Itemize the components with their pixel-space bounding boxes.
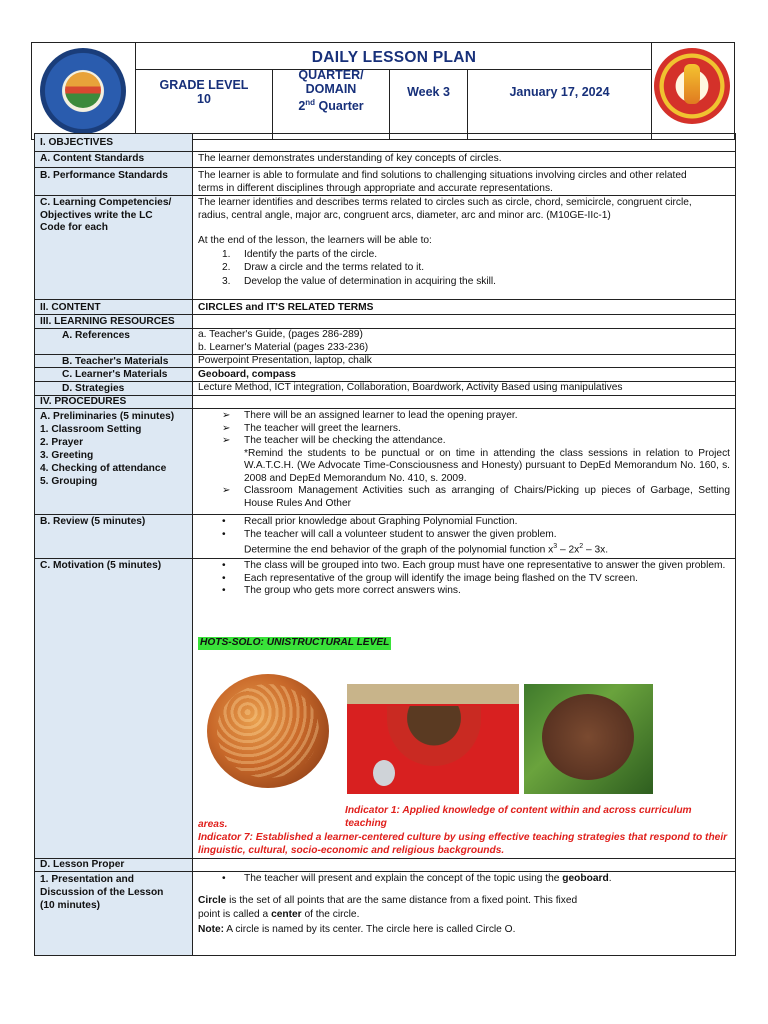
- list-text: The teacher will present and explain the concept of the topic using the: [244, 873, 563, 884]
- term-circle: Circle: [198, 894, 227, 906]
- definition-text: is the set of all points that are the same distance from a fixed point. This fixed: [226, 894, 578, 906]
- reference-line: b. Learner's Material (pages 233-236): [198, 341, 369, 353]
- performance-standards-label: B. Performance Standards: [40, 170, 168, 181]
- exponent: 3: [553, 543, 558, 550]
- circle-definition: [198, 894, 730, 922]
- list-item: [198, 560, 730, 573]
- indicator-7: Indicator 7: Established a learner-centered culture by using effective teaching strategies that respond to their linguistic, cultural, socio-economic and religious backgrounds.: [198, 832, 728, 856]
- dot-bullet-icon: •: [222, 572, 226, 584]
- list-item: [198, 485, 730, 510]
- preliminaries-list: [198, 410, 730, 510]
- quarter-cell: [273, 68, 389, 114]
- presentation-label-line: 1. Presentation and: [40, 874, 134, 885]
- list-item: [198, 276, 730, 289]
- list-text: Recall prior knowledge about Graphing Polynomial Function.: [244, 516, 518, 527]
- problem-text: – 3x.: [583, 544, 609, 556]
- preliminaries-label-line: 2. Prayer: [40, 437, 84, 448]
- learner-materials-label: C. Learner's Materials: [62, 369, 168, 380]
- note-label: Note:: [198, 923, 225, 935]
- arrow-bullet-icon: ➢: [222, 422, 231, 434]
- performance-standards-line: terms in different disciplines through appropriate and accurate representations.: [198, 182, 553, 194]
- date-cell: January 17, 2024: [509, 85, 610, 99]
- presentation-label-line: Discussion of the Lesson: [40, 887, 164, 898]
- performance-standards-line: The learner is able to formulate and find solutions to challenging situations involving circles and other related: [198, 170, 687, 181]
- list-item: [198, 516, 730, 529]
- list-text: The group who gets more correct answers wins.: [244, 585, 461, 596]
- strategies-label: D. Strategies: [62, 383, 125, 394]
- circle-note: [198, 922, 730, 937]
- list-item: [198, 873, 730, 886]
- list-item: [198, 249, 730, 262]
- preliminaries-label-line: A. Preliminaries (5 minutes): [40, 411, 175, 422]
- dot-bullet-icon: •: [222, 528, 226, 540]
- lesson-goals-list: [198, 249, 730, 289]
- indicator-1-line: Indicator 1: Applied knowledge of content within and across curriculum teaching: [345, 805, 692, 829]
- preliminaries-label-line: 5. Grouping: [40, 476, 98, 487]
- arrow-bullet-icon: ➢: [222, 485, 231, 496]
- competencies-label: [40, 197, 190, 235]
- punctuality-reminder: *Remind the students to be punctual or on time in attending the class sessions in relation to Project W.A.T.C.H. (We Advocate Time-Consciousness and Honesty) pursuant to DepEd Memorandum No. 160, s. 2008 and DepEd Memorandum No. 410, s. 2009.: [244, 447, 730, 484]
- teacher-materials-text: Powerpoint Presentation, laptop, chalk: [198, 355, 372, 366]
- geoboard-term: geoboard: [562, 873, 609, 884]
- content-standards-label: A. Content Standards: [40, 153, 145, 164]
- domain-label: DOMAIN: [305, 82, 357, 97]
- list-item: [198, 435, 730, 448]
- dot-bullet-icon: •: [222, 560, 226, 571]
- presentation-label-line: (10 minutes): [40, 900, 101, 911]
- list-text: Develop the value of determination in acquiring the skill.: [244, 275, 497, 287]
- arrow-bullet-icon: ➢: [222, 435, 231, 446]
- list-number: 1.: [222, 248, 231, 260]
- grade-level-cell: [136, 69, 272, 115]
- motivation-list: [198, 560, 730, 598]
- learner-materials-text: Geoboard, compass: [198, 369, 296, 380]
- quarter-word: Quarter: [315, 99, 364, 114]
- problem-text: – 2x: [557, 544, 580, 556]
- problem-text: Determine the end behavior of the graph of the polynomial function x: [244, 544, 554, 556]
- school-seal-logo: [654, 48, 730, 124]
- week-cell: Week 3: [407, 85, 450, 99]
- competencies-label-line: Objectives write the LC: [40, 209, 153, 221]
- preliminaries-label-line: 1. Classroom Setting: [40, 424, 142, 435]
- lesson-proper-label: D. Lesson Proper: [40, 859, 125, 870]
- objectives-heading: I. OBJECTIVES: [40, 137, 114, 148]
- dot-bullet-icon: •: [222, 585, 226, 596]
- list-text: Identify the parts of the circle.: [244, 248, 378, 260]
- list-text: There will be an assigned learner to lead the opening prayer.: [244, 410, 518, 421]
- page-title: DAILY LESSON PLAN: [311, 49, 477, 66]
- deped-division-seal-logo: [40, 48, 126, 134]
- lesson-plan-header: [31, 42, 735, 140]
- performance-standards-text: [198, 170, 730, 195]
- strategies-text: Lecture Method, ICT integration, Collaboration, Boardwork, Activity Based using manipulatives: [198, 382, 623, 393]
- references-label: A. References: [62, 330, 130, 341]
- list-text: The teacher will greet the learners.: [244, 422, 401, 434]
- lesson-plan-table: [34, 133, 736, 956]
- list-text: Draw a circle and the terms related to it.: [244, 262, 425, 273]
- chocolate-dessert-bowl-image: [347, 684, 519, 794]
- motivation-label: C. Motivation (5 minutes): [40, 560, 162, 571]
- quarter-suffix: nd: [305, 98, 316, 108]
- presentation-label: [40, 873, 190, 912]
- competencies-label-line: C. Learning Competencies/: [40, 197, 172, 208]
- preliminaries-label-line: 3. Greeting: [40, 450, 94, 461]
- hots-tag-row: [198, 637, 730, 650]
- competencies-label-line: Code for each: [40, 222, 108, 233]
- procedures-label: IV. PROCEDURES: [40, 396, 127, 407]
- exponent: 2: [579, 543, 584, 550]
- list-number: 2.: [222, 262, 231, 273]
- arrow-bullet-icon: ➢: [222, 410, 231, 421]
- list-item: [198, 529, 730, 542]
- quarter-number: 2: [298, 99, 306, 114]
- list-text: The teacher will be checking the attendance.: [244, 435, 446, 446]
- teacher-materials-label: B. Teacher's Materials: [62, 356, 169, 367]
- competencies-text: [198, 197, 730, 288]
- hots-badge: HOTS-SOLO: UNISTRUCTURAL LEVEL: [200, 637, 390, 648]
- review-list: [198, 516, 730, 557]
- list-item: [198, 585, 730, 598]
- quarter-label: QUARTER/: [298, 68, 364, 83]
- content-label: II. CONTENT: [40, 302, 101, 313]
- grade-level-label: GRADE LEVEL: [159, 78, 249, 92]
- content-topic: CIRCLES and IT'S RELATED TERMS: [198, 302, 374, 313]
- list-number: 3.: [222, 275, 231, 287]
- dot-bullet-icon: •: [222, 873, 226, 884]
- competencies-line: The learner identifies and describes terms related to circles such as circle, chord, semicircle, congruent circle,: [198, 197, 692, 208]
- dot-bullet-icon: •: [222, 516, 226, 527]
- list-text: The teacher will call a volunteer student to answer the given problem.: [244, 528, 557, 540]
- list-item: [198, 423, 730, 436]
- list-text: Classroom Management Activities such as arranging of Chairs/Picking up pieces of Garbage, Setting House Rules And Other: [244, 485, 730, 509]
- definition-text: point is called a: [198, 908, 272, 920]
- rice-cake-on-leaf-image: [524, 684, 653, 794]
- list-text: Each representative of the group will identify the image being flashed on the TV screen.: [244, 572, 638, 584]
- reference-line: a. Teacher's Guide, (pages 286-289): [198, 329, 363, 340]
- review-problem: [198, 541, 730, 557]
- preliminaries-label: [40, 410, 190, 488]
- list-item: [198, 410, 730, 423]
- term-center: center: [271, 908, 302, 920]
- presentation-content: [198, 873, 730, 937]
- definition-text: of the circle.: [301, 908, 360, 920]
- content-standards-text: The learner demonstrates understanding of key concepts of circles.: [198, 153, 502, 164]
- references-text: [198, 329, 730, 354]
- note-text: A circle is named by its center. The circle here is called Circle O.: [224, 923, 516, 935]
- end-of-lesson-intro: At the end of the lesson, the learners will be able to:: [198, 235, 432, 246]
- list-item: [198, 262, 730, 275]
- list-item: [198, 573, 730, 586]
- review-label: B. Review (5 minutes): [40, 516, 146, 527]
- list-text: .: [608, 873, 612, 884]
- list-text: The class will be grouped into two. Each group must have one representative to answer the given problem.: [244, 560, 726, 571]
- indicator-1-continued: areas.: [198, 819, 228, 830]
- resources-label: III. LEARNING RESOURCES: [40, 316, 175, 327]
- peanut-brittle-image: [207, 674, 329, 788]
- preliminaries-label-line: 4. Checking of attendance: [40, 463, 167, 474]
- competencies-line: radius, central angle, major arc, congruent arcs, diameter, arc and minor arc. (M10GE-IIc-1): [198, 209, 611, 221]
- grade-level-value: 10: [197, 92, 211, 106]
